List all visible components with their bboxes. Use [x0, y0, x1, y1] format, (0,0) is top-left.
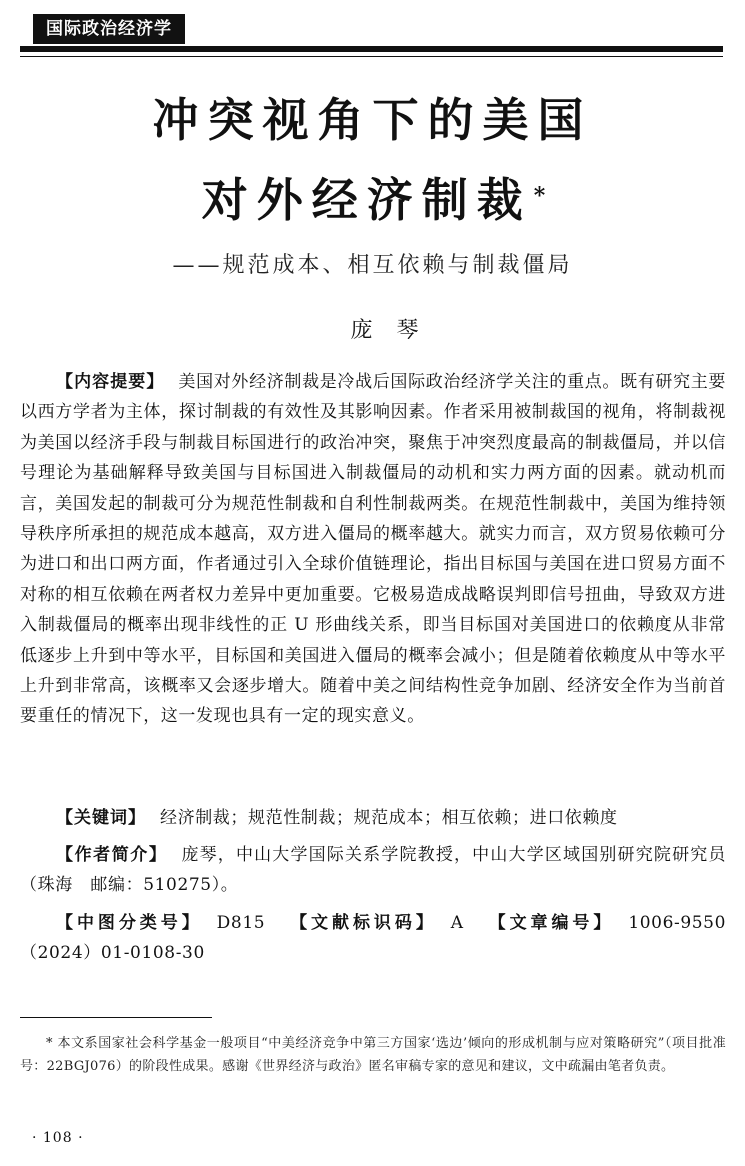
author-bio: [20, 840, 726, 901]
article-title-line2: [0, 172, 745, 228]
header-rule-thin: [20, 56, 723, 57]
article-title-line1: 冲突视角下的美国: [152, 93, 593, 147]
keywords-text: 经济制裁；规范性制裁；规范成本；相互依赖；进口依赖度: [160, 808, 618, 828]
author-bio-label: 【作者简介】: [56, 845, 168, 865]
keywords: [20, 803, 726, 833]
abstract-paragraph: [20, 367, 726, 732]
section-tag: 国际政治经济学: [33, 14, 185, 44]
title-footnote-mark: *: [533, 183, 546, 209]
article-number-label: 【文章编号】: [485, 913, 615, 933]
article-title-line2-text: 对外经济制裁: [201, 173, 532, 227]
doc-code-label: 【文献标识码】: [287, 913, 437, 933]
article-subtitle: ——规范成本、相互依赖与制裁僵局: [172, 253, 573, 278]
article-author: 庞琴: [350, 318, 443, 343]
abstract: [20, 367, 726, 732]
footnote: * 本文系国家社会科学基金一般项目“中美经济竞争中第三方国家‘选边’倾向的形成机制与应对策略研究”（项目批准号：22BGJ076）的阶段性成果。感谢《世界经济与政治》匿名审稿专家的意见和建议，文中疏漏由笔者负责。: [20, 1036, 726, 1074]
keywords-label: 【关键词】: [56, 808, 146, 828]
page-number: · 108 ·: [32, 1130, 84, 1146]
doc-code-value: A: [450, 913, 464, 933]
abstract-text: 美国对外经济制裁是冷战后国际政治经济学关注的重点。既有研究主要以西方学者为主体，探讨制裁的有效性及其影响因素。作者采用被制裁国的视角，将制裁视为美国以经济手段与制裁目标国进行的政治冲突，聚焦于冲突烈度最高的制裁僵局，并以信号理论为基础解释导致美国与目标国进入制裁僵局的动机和实力两方面的因素。就动机而言，美国发起的制裁可分为规范性制裁和自利性制裁两类。在规范性制裁中，美国为维持领导秩序所承担的规范成本越高，双方进入僵局的概率越大。就实力而言，双方贸易依赖可分为进口和出口两方面，作者通过引入全球价值链理论，指出目标国与美国在进口贸易方面不对称的相互依赖在两者权力差异中更加重要。它极易造成战略误判即信号扭曲，导致双方进入制裁僵局的概率出现非线性的正 U 形曲线关系，即当目标国对美国进口的依赖度从非常低逐步上升到中等水平，目标国和美国进入僵局的概率会减小；但是随着依赖度从中等水平上升到非常高，该概率又会逐步增大。随着中美之间结构性竞争加剧、经济安全作为当前首要重任的情况下，这一发现也具有一定的现实意义。: [20, 372, 726, 727]
classification-info: [20, 908, 726, 969]
header-rule-thick: [20, 46, 723, 52]
author-bio-text: 庞琴，中山大学国际关系学院教授，中山大学区域国别研究院研究员（珠海 邮编：510275）。: [20, 845, 727, 896]
clc-value: D815: [216, 913, 266, 933]
abstract-label: 【内容提要】: [56, 372, 165, 392]
footnote-rule: [20, 1017, 212, 1018]
clc-label: 【中图分类号】: [56, 913, 203, 933]
article-number-value: 1006-9550（2024）01-0108-30: [20, 913, 727, 964]
